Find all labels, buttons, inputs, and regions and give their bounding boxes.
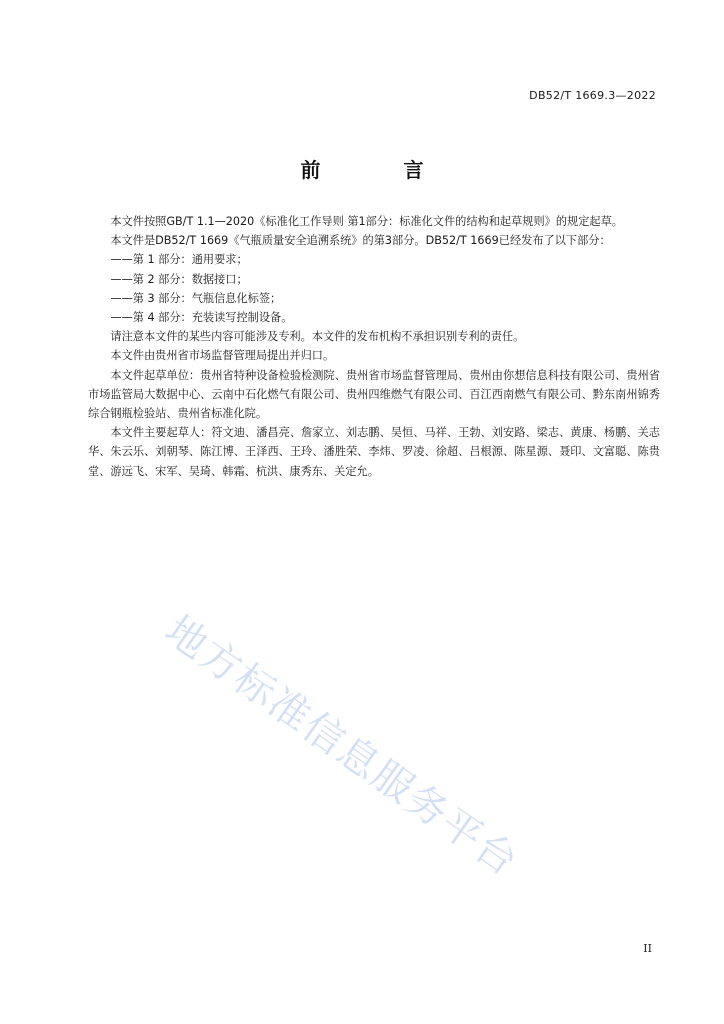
page-number: II (643, 942, 652, 955)
paragraph-part-info: 本文件是DB52/T 1669《气瓶质量安全追溯系统》的第3部分。DB52/T 1669已经发布了以下部分： (110, 234, 611, 248)
list-item-part-1: ——第 1 部分：通用要求； (110, 253, 248, 267)
paragraph-drafting-rules: 本文件按照GB/T 1.1—2020《标准化工作导则 第1部分：标准化文件的结构和起草规则》的规定起草。 (110, 215, 623, 228)
paragraph-patent-notice: 请注意本文件的某些内容可能涉及专利。本文件的发布机构不承担识别专利的责任。 (110, 330, 525, 344)
list-item-part-3: ——第 3 部分：气瓶信息化标签； (110, 291, 282, 305)
foreword-body (88, 212, 660, 481)
paragraph-drafters: 本文件主要起草人：符文迪、潘昌亮、詹家立、刘志鹏、吴恒、马祥、王勃、刘安路、梁志、黄康、杨鹏、关志华、朱云乐、刘朝琴、陈江博、王泽西、王玲、潘胜荣、李炜、罗凌、徐超、吕根源、陈星源、聂印、文富聪、陈贵堂、游远飞、宋军、吴琦、韩霜、杭洪、康秀东、关定允。 (88, 426, 660, 478)
page-title: 前 言 (300, 158, 462, 182)
list-item-part-4: ——第 4 部分：充装读写控制设备。 (110, 311, 293, 325)
paragraph-proposer: 本文件由贵州省市场监督管理局提出并归口。 (110, 349, 335, 363)
watermark: 地方标准信息服务平台 (156, 607, 527, 886)
list-item-part-2: ——第 2 部分：数据接口； (110, 272, 248, 286)
document-code: DB52/T 1669.3—2022 (529, 89, 656, 102)
paragraph-drafting-units: 本文件起草单位：贵州省特种设备检验检测院、贵州省市场监督管理局、贵州由你想信息科技有限公司、贵州省市场监管局大数据中心、云南中石化燃气有限公司、贵州四维燃气有限公司、百江西南燃气有限公司、黔东南州锦秀综合钢瓶检验站、贵州省标准化院。 (88, 368, 660, 421)
